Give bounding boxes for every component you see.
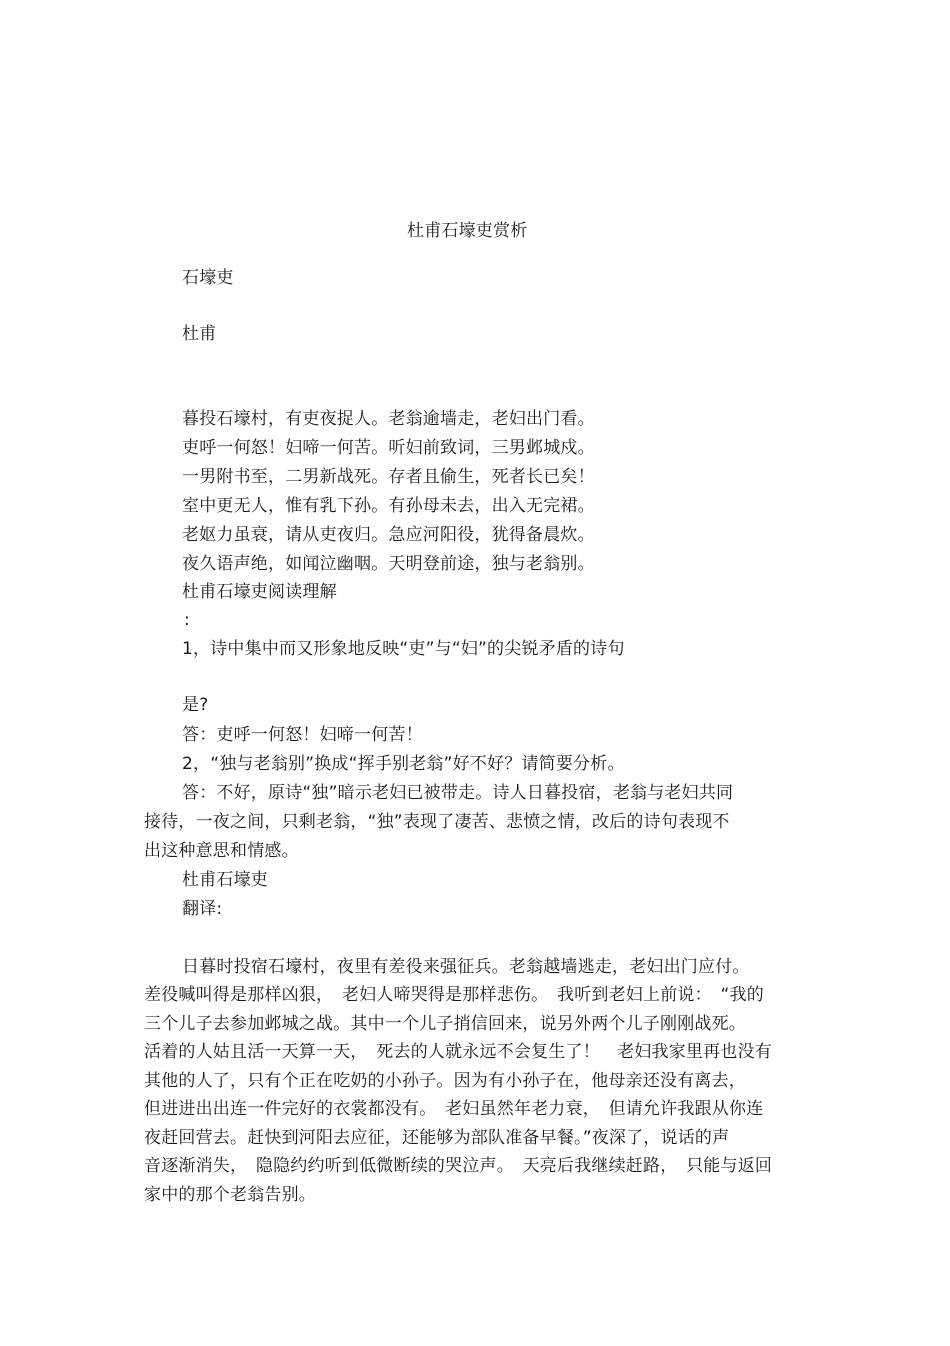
translation-line: 家中的那个老翁告别。 bbox=[144, 1185, 316, 1205]
translation-line: 差役喊叫得是那样凶狠， 老妇人啼哭得是那样悲伤。 我听到老妇上前说： “我的 bbox=[144, 985, 764, 1005]
poem-line: 一男附书至，二男新战死。存者且偷生，死者长已矣！ bbox=[182, 467, 595, 487]
page-title: 杜甫石壕吏赏析 bbox=[407, 221, 528, 241]
poem-title: 石壕吏 bbox=[182, 268, 234, 288]
translation-label: 翻译: bbox=[182, 899, 223, 919]
answer-2-line: 接待，一夜之间，只剩老翁，“独”表现了凄苦、悲愤之情，改后的诗句表现不 bbox=[144, 812, 730, 832]
translation-line: 但进进出出连一件完好的衣裳都没有。 老妇虽然年老力衰， 但请允许我跟从你连 bbox=[144, 1099, 764, 1119]
translation-line: 活着的人姑且活一天算一天， 死去的人就永远不会复生了！ 老妇我家里再也没有 bbox=[144, 1042, 772, 1062]
translation-line: 日暮时投宿石壕村，夜里有差役来强征兵。老翁越墙逃走，老妇出门应付。 bbox=[182, 957, 750, 977]
answer-1: 答：吏呼一何怒！妇啼一何苦！ bbox=[182, 725, 423, 745]
question-1-cont: 是? bbox=[182, 695, 209, 715]
answer-2-line: 出这种意思和情感。 bbox=[144, 841, 299, 861]
poem-line: 吏呼一何怒！妇啼一何苦。听妇前致词，三男邺城戍。 bbox=[182, 438, 595, 458]
answer-2-line: 答：不好，原诗“独”暗示老妇已被带走。诗人日暮投宿，老翁与老妇共同 bbox=[182, 783, 734, 803]
translation-line: 三个儿子去参加邺城之战。其中一个儿子捎信回来，说另外两个儿子刚刚战死。 bbox=[144, 1014, 746, 1034]
question-1: 1，诗中集中而又形象地反映“吏”与“妇”的尖锐矛盾的诗句 bbox=[182, 639, 625, 659]
reading-heading: 杜甫石壕吏阅读理解 bbox=[182, 582, 337, 602]
translation-line: 夜赶回营去。赶快到河阳去应征，还能够为部队准备早餐。”夜深了，说话的声 bbox=[144, 1128, 730, 1148]
poem-line: 老妪力虽衰，请从吏夜归。急应河阳役，犹得备晨炊。 bbox=[182, 525, 595, 545]
question-2: 2，“独与老翁别”换成“挥手别老翁”好不好？请简要分析。 bbox=[182, 754, 625, 774]
poem-line: 暮投石壕村，有吏夜捉人。老翁逾墙走，老妇出门看。 bbox=[182, 409, 595, 429]
translation-line: 其他的人了，只有个正在吃奶的小孙子。因为有小孙子在，他母亲还没有离去， bbox=[144, 1071, 746, 1091]
poem-author: 杜甫 bbox=[182, 324, 217, 344]
translation-heading: 杜甫石壕吏 bbox=[182, 870, 268, 890]
reading-colon: : bbox=[184, 610, 190, 630]
poem-line: 夜久语声绝，如闻泣幽咽。天明登前途，独与老翁别。 bbox=[182, 554, 595, 574]
poem-line: 室中更无人，惟有乳下孙。有孙母未去，出入无完裙。 bbox=[182, 496, 595, 516]
translation-line: 音逐渐消失， 隐隐约约听到低微断续的哭泣声。 天亮后我继续赶路， 只能与返回 bbox=[144, 1156, 773, 1176]
